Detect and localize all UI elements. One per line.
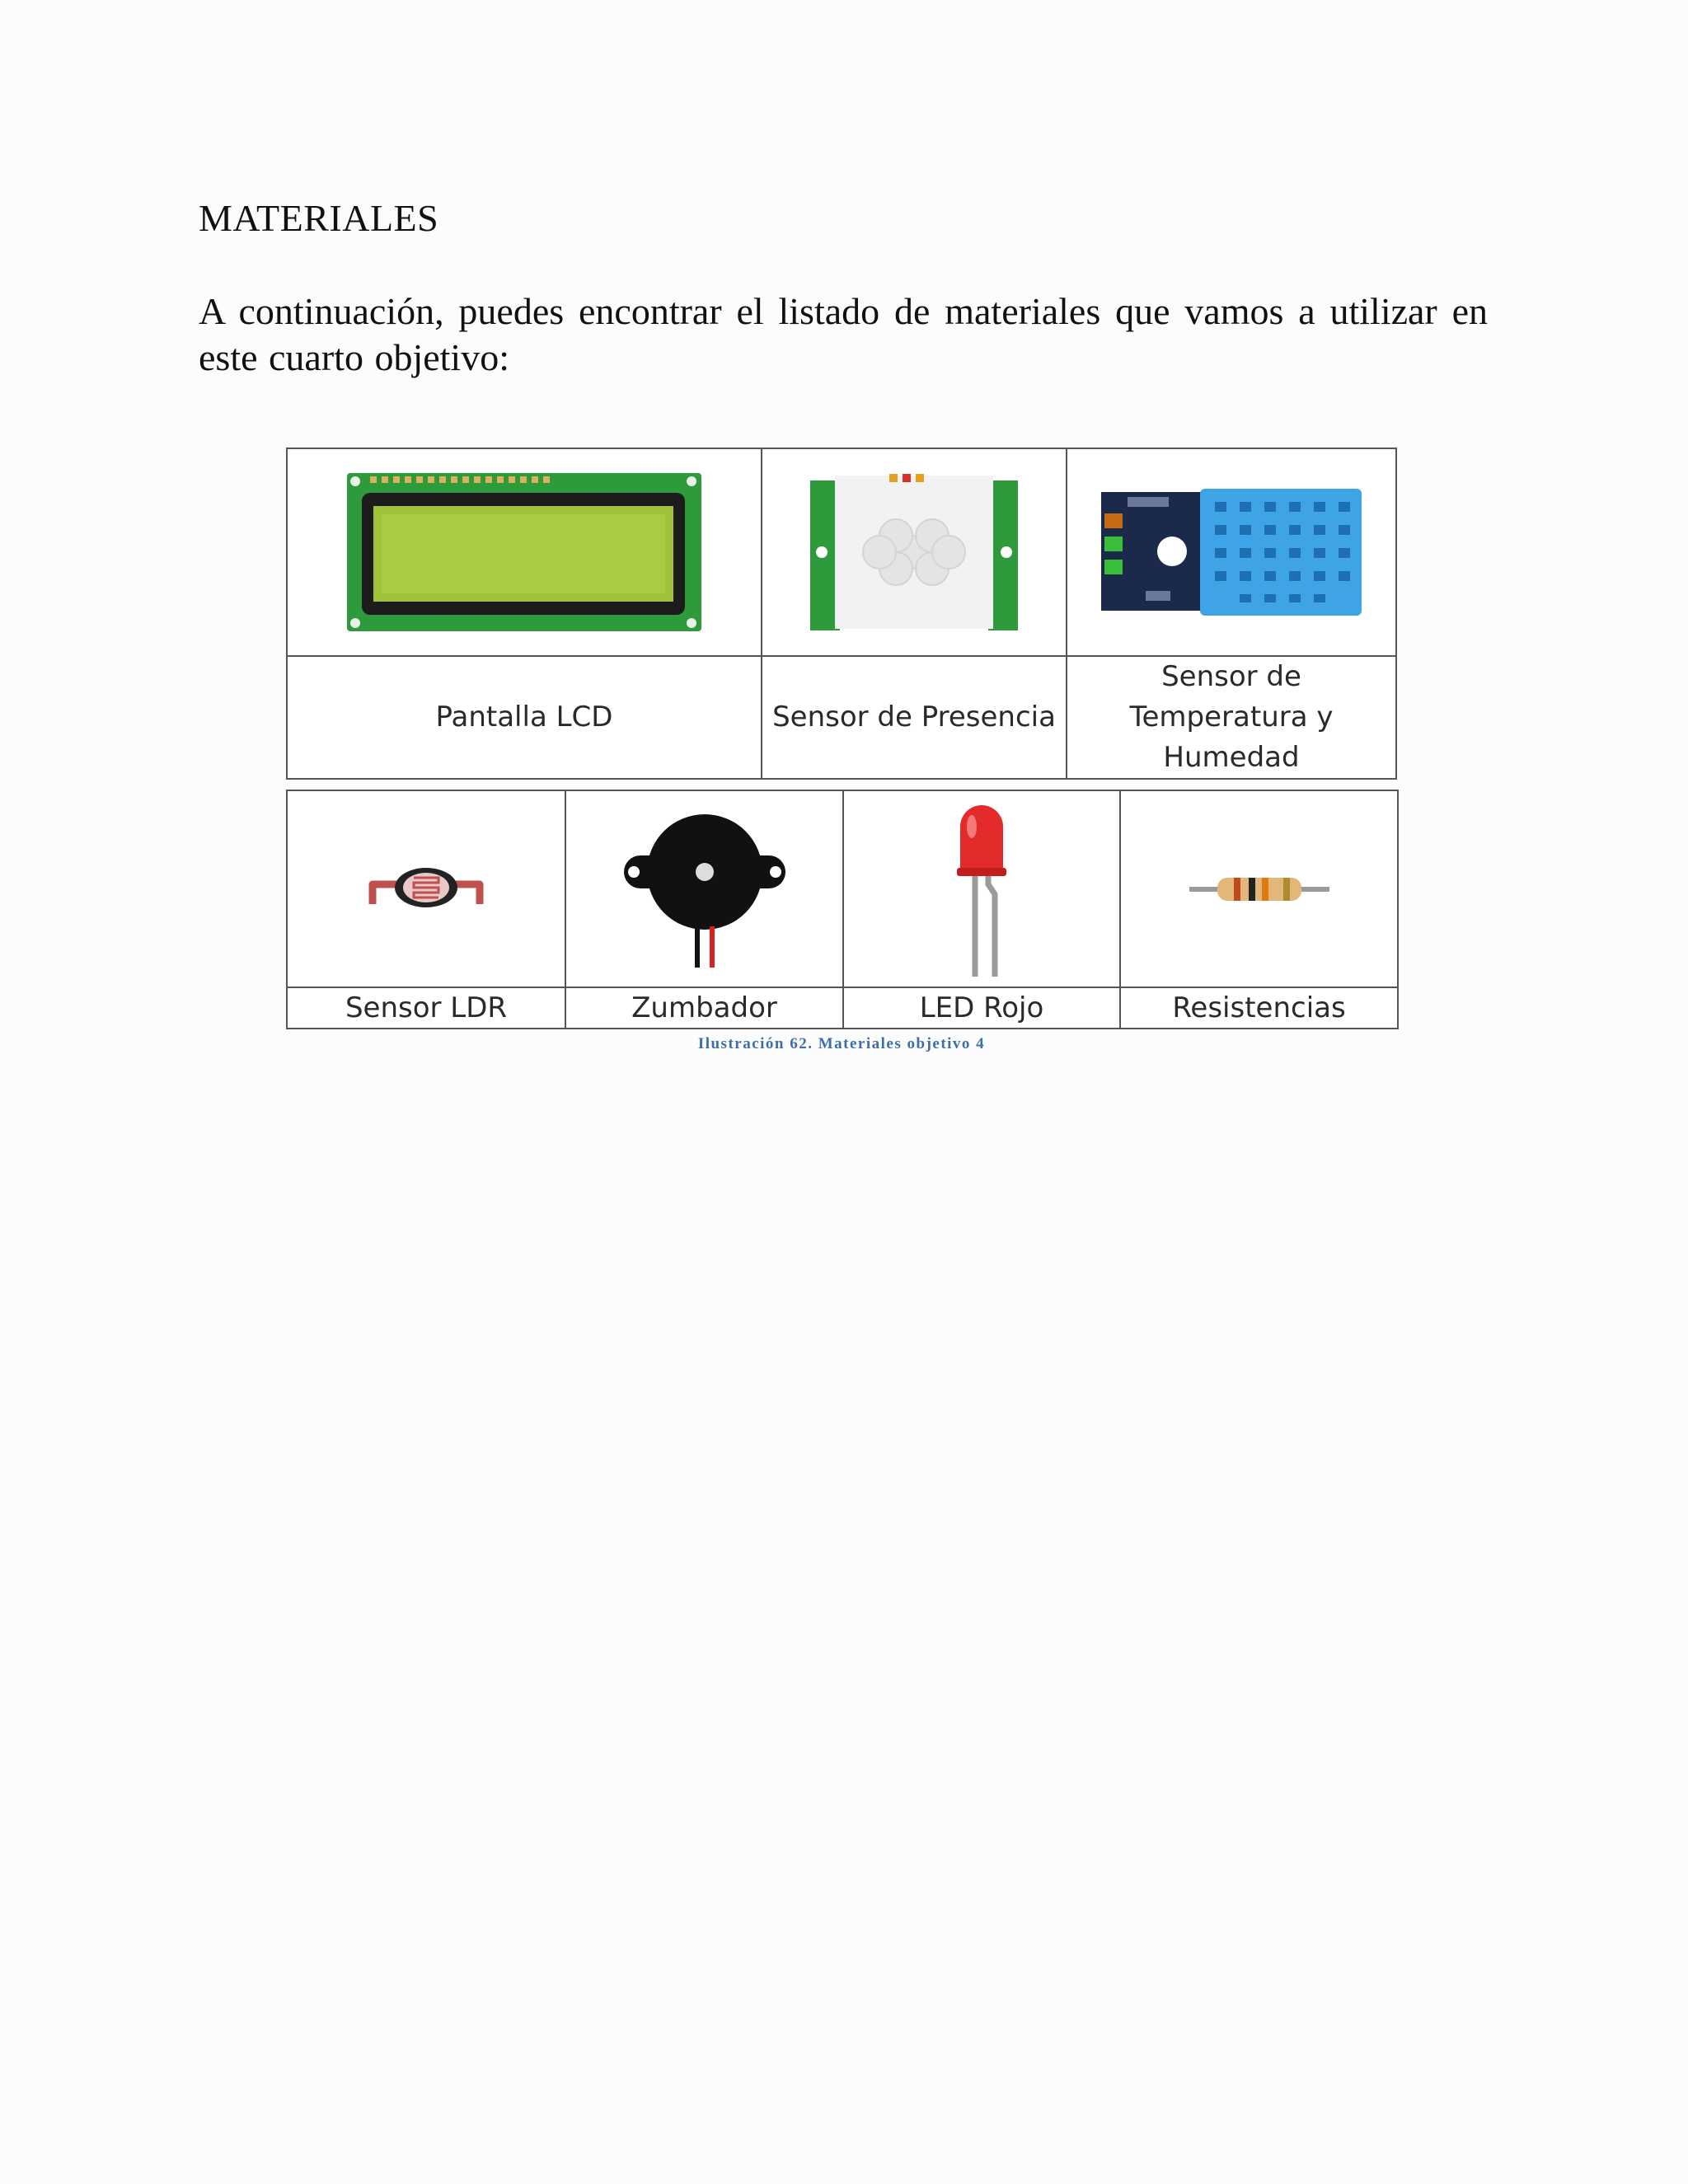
pir-image-cell [762, 448, 1067, 656]
buzzer-icon [624, 811, 785, 968]
red-led-icon [957, 802, 1006, 977]
dht-label-line-2: Temperatura y [1129, 701, 1334, 733]
led-image-cell [843, 790, 1120, 987]
resistor-label: Resistencias [1120, 987, 1398, 1029]
led-label: LED Rojo [843, 987, 1120, 1029]
buzzer-image-cell [565, 790, 843, 987]
figure-caption: Ilustración 62. Materiales objetivo 4 [697, 1035, 986, 1052]
lcd-image-cell [287, 448, 762, 656]
resistor-icon [1189, 873, 1329, 906]
ldr-icon [366, 865, 486, 914]
pir-label: Sensor de Presencia [762, 656, 1067, 779]
dht-label-line-3: Humedad [1163, 741, 1300, 774]
materials-table-top [286, 448, 1397, 780]
resistor-image-cell [1120, 790, 1398, 987]
dht-label [1067, 656, 1396, 779]
lcd-display-icon [345, 471, 703, 633]
buzzer-label: Zumbador [565, 987, 843, 1029]
section-heading: MATERIALES [199, 197, 439, 239]
materials-table-bottom [286, 790, 1399, 1029]
pir-sensor-icon [810, 474, 1018, 630]
dht-sensor-icon [1101, 489, 1362, 616]
ldr-image-cell [287, 790, 565, 987]
intro-paragraph: A continuación, puedes encontrar el listado de materiales que vamos a utilizar en este cuarto objetivo: [199, 290, 1488, 378]
dht-label-line-1: Sensor de [1161, 660, 1301, 693]
lcd-label: Pantalla LCD [287, 656, 762, 779]
ldr-label: Sensor LDR [287, 987, 565, 1029]
dht-image-cell [1067, 448, 1396, 656]
